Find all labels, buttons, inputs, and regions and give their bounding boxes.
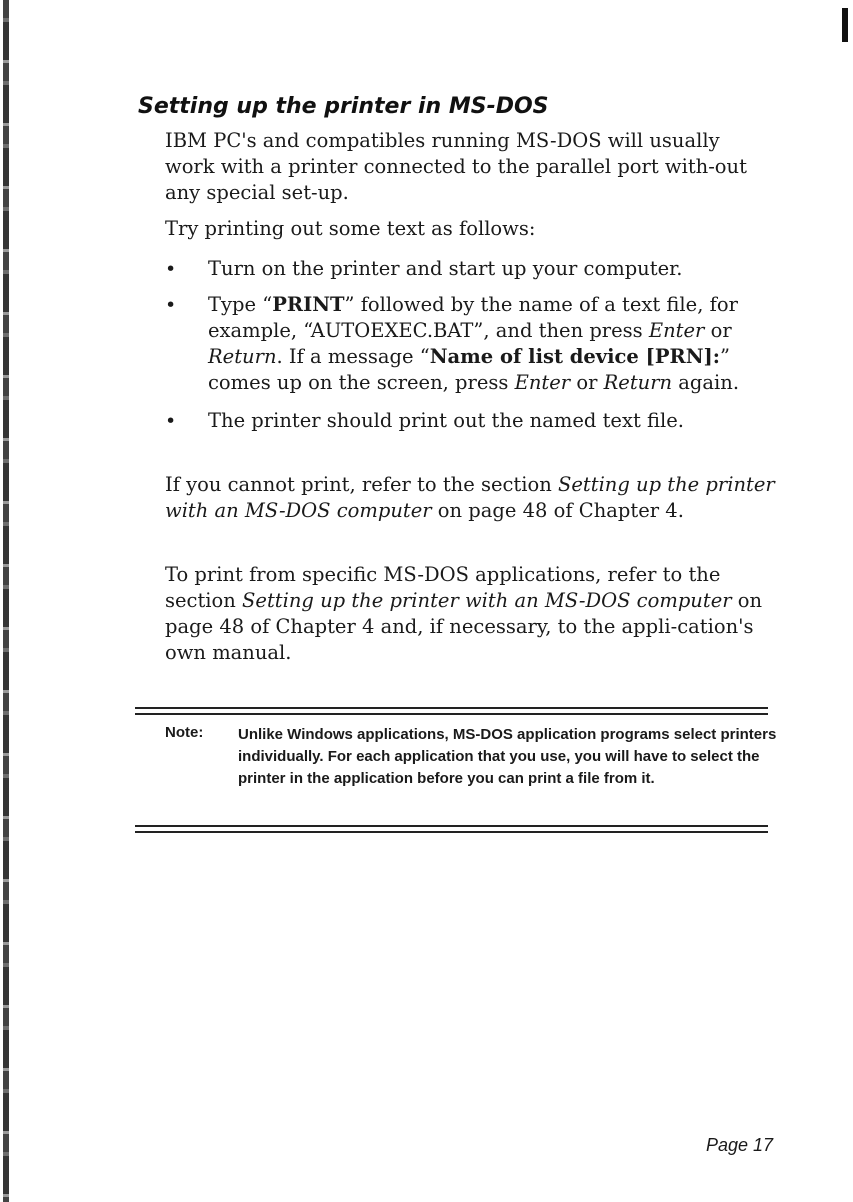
page-number: Page 17 [706, 1135, 774, 1155]
intro-paragraph: IBM PC's and compatibles running MS-DOS will usually work with a printer connected to the parallel port with-out any special set-up. [165, 129, 747, 204]
return-key: Return [603, 371, 673, 394]
text-segment: ” followed by the name of a text file, for example, “AUTOEXEC.BAT”, and then press [208, 293, 738, 342]
try-paragraph: Try printing out some text as follows: [165, 217, 536, 240]
list-item [165, 408, 785, 434]
scan-mark [842, 8, 848, 42]
list-item [165, 256, 785, 282]
message-keyword: Name of list device [PRN]: [429, 345, 720, 368]
scan-edge-left [3, 0, 9, 1202]
text-segment: on page 48 of Chapter 4. [431, 499, 684, 522]
section-reference: Setting up the printer with an MS-DOS computer [242, 589, 732, 612]
bullet-icon: • [165, 294, 177, 316]
text-segment: Type “ [208, 293, 273, 316]
return-key: Return [208, 345, 277, 368]
note-rule-top [135, 707, 768, 715]
note-label: Note: [165, 724, 204, 741]
specific-apps-paragraph [165, 562, 775, 666]
section-reference: Setting up the printer with an MS-DOS computer [165, 473, 775, 522]
text-segment: again. [672, 371, 740, 394]
note-text: Unlike Windows applications, MS-DOS application programs select printers individually. For each application that you use, you will have to select the printer in the application before you can print a file from it. [238, 726, 777, 787]
print-keyword: PRINT [272, 293, 345, 316]
bullet-icon: • [165, 258, 177, 280]
enter-key: Enter [648, 319, 705, 342]
list-item [165, 292, 785, 396]
enter-key: Enter [514, 371, 571, 394]
text-segment: To print from specific MS-DOS applications, refer to the section [165, 563, 721, 612]
list-item-text: The printer should print out the named text file. [208, 409, 684, 432]
text-segment: . If a message “ [276, 345, 430, 368]
instruction-list [165, 256, 785, 434]
section-heading: Setting up the printer in MS-DOS [138, 94, 549, 119]
bullet-icon: • [165, 410, 177, 432]
list-item-text: Turn on the printer and start up your computer. [208, 257, 683, 280]
text-segment: or [570, 371, 604, 394]
text-segment: or [704, 319, 732, 342]
note-rule-bottom [135, 825, 768, 833]
text-segment: on page 48 of Chapter 4 and, if necessary, to the appli-cation's own manual. [165, 589, 763, 664]
cannot-print-paragraph [165, 472, 775, 524]
text-segment: If you cannot print, refer to the section [165, 473, 558, 496]
text-segment: ” comes up on the screen, press [208, 345, 730, 394]
